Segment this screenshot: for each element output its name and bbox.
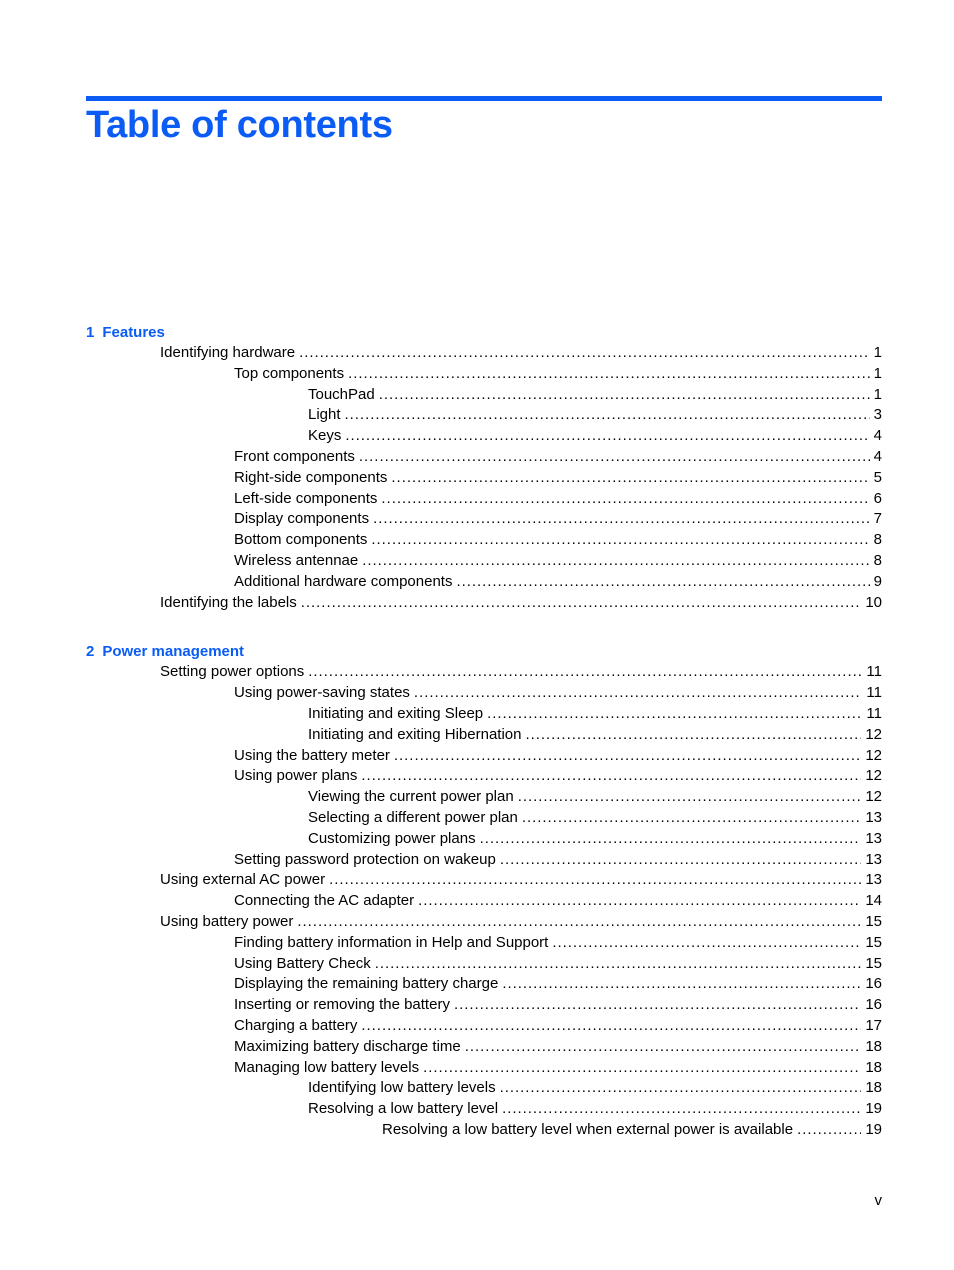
toc-entry-page: 4: [873, 447, 882, 465]
toc-entry-page: 18: [865, 1058, 882, 1076]
toc-entry[interactable]: [86, 829, 882, 850]
dot-leader: [371, 530, 869, 551]
toc-entry[interactable]: [86, 787, 882, 808]
toc-entry-page: 6: [873, 489, 882, 507]
toc-entry[interactable]: [86, 1078, 882, 1099]
toc-entry[interactable]: [86, 704, 882, 725]
toc-entry-page: 15: [865, 912, 882, 930]
toc-entry-title: Using power plans: [234, 767, 358, 785]
toc-entry[interactable]: [86, 426, 882, 447]
toc-entry-title: Using battery power: [160, 912, 294, 930]
toc-entry-title: Display components: [234, 510, 370, 528]
toc-entry-page: 8: [873, 551, 882, 569]
toc-entry-title: Resolving a low battery level when external power is available: [382, 1120, 794, 1138]
chapter-gap: [86, 613, 882, 641]
toc-entry-page: 3: [873, 406, 882, 424]
chapter-heading[interactable]: [86, 641, 882, 662]
dot-leader: [345, 426, 869, 447]
toc-entry-page: 13: [865, 850, 882, 868]
dot-leader: [423, 1058, 861, 1079]
toc-entry[interactable]: [86, 995, 882, 1016]
toc-entry-page: 11: [866, 704, 882, 722]
toc-entry[interactable]: [86, 1016, 882, 1037]
dot-leader: [329, 870, 861, 891]
toc-entry[interactable]: [86, 1099, 882, 1120]
toc-entry-page: 13: [865, 808, 882, 826]
dot-leader: [454, 995, 861, 1016]
toc-entry-title: Maximizing battery discharge time: [234, 1037, 461, 1055]
toc-entry-title: Top components: [234, 364, 345, 382]
toc-entry[interactable]: [86, 766, 882, 787]
dot-leader: [525, 725, 861, 746]
toc-entry[interactable]: [86, 489, 882, 510]
toc-entry-page: 5: [873, 468, 882, 486]
toc-entry-title: Customizing power plans: [308, 829, 476, 847]
toc-entry-title: Initiating and exiting Sleep: [308, 704, 484, 722]
dot-leader: [391, 468, 869, 489]
toc-entry-page: 1: [873, 385, 882, 403]
toc-entry-page: 1: [873, 364, 882, 382]
toc-entry-page: 15: [865, 954, 882, 972]
chapter-number: 1: [86, 324, 95, 341]
dot-leader: [379, 385, 870, 406]
toc-entry[interactable]: [86, 593, 882, 614]
toc-entry[interactable]: [86, 509, 882, 530]
toc-entry[interactable]: [86, 572, 882, 593]
dot-leader: [797, 1120, 861, 1141]
toc-entry[interactable]: [86, 364, 882, 385]
toc-entry[interactable]: [86, 746, 882, 767]
table-of-contents: [86, 322, 882, 1141]
dot-leader: [465, 1037, 862, 1058]
toc-entry-title: Viewing the current power plan: [308, 788, 514, 806]
toc-entry[interactable]: [86, 385, 882, 406]
toc-entry[interactable]: [86, 974, 882, 995]
toc-entry-page: 14: [865, 892, 882, 910]
toc-entry[interactable]: [86, 1058, 882, 1079]
toc-entry-page: 12: [865, 788, 882, 806]
dot-leader: [418, 891, 861, 912]
toc-entry-title: Using the battery meter: [234, 746, 390, 764]
dot-leader: [373, 509, 870, 530]
toc-entry[interactable]: [86, 662, 882, 683]
toc-entry[interactable]: [86, 1037, 882, 1058]
toc-entry-page: 11: [866, 684, 882, 702]
dot-leader: [375, 954, 862, 975]
toc-entry-title: Using external AC power: [160, 871, 326, 889]
toc-entry-page: 9: [873, 572, 882, 590]
toc-entry-title: Light: [308, 406, 341, 424]
toc-entry-title: Right-side components: [234, 468, 388, 486]
chapter-heading[interactable]: [86, 322, 882, 343]
dot-leader: [361, 1016, 861, 1037]
toc-entry-title: Resolving a low battery level: [308, 1100, 499, 1118]
toc-entry[interactable]: [86, 551, 882, 572]
dot-leader: [361, 766, 861, 787]
toc-entry-title: Wireless antennae: [234, 551, 359, 569]
dot-leader: [487, 704, 862, 725]
dot-leader: [522, 808, 861, 829]
toc-entry-title: Identifying the labels: [160, 593, 297, 611]
toc-entry-title: Managing low battery levels: [234, 1058, 420, 1076]
toc-entry-title: Left-side components: [234, 489, 378, 507]
toc-entry[interactable]: [86, 468, 882, 489]
dot-leader: [308, 662, 862, 683]
toc-entry-title: Displaying the remaining battery charge: [234, 975, 499, 993]
dot-leader: [552, 933, 861, 954]
toc-entry-page: 19: [865, 1100, 882, 1118]
toc-entry-page: 1: [873, 344, 882, 361]
dot-leader: [359, 447, 870, 468]
toc-entry[interactable]: [86, 933, 882, 954]
toc-entry-page: 19: [865, 1120, 882, 1138]
toc-entry[interactable]: [86, 343, 882, 364]
toc-entry-page: 15: [865, 933, 882, 951]
dot-leader: [362, 551, 869, 572]
dot-leader: [301, 593, 862, 614]
toc-entry-title: Inserting or removing the battery: [234, 996, 450, 1014]
toc-entry-page: 12: [865, 746, 882, 764]
toc-entry-title: Keys: [308, 427, 342, 445]
toc-entry-page: 16: [865, 996, 882, 1014]
toc-entry-page: 10: [865, 593, 882, 611]
toc-entry[interactable]: [86, 912, 882, 933]
toc-entry-page: 17: [865, 1016, 882, 1034]
toc-entry-page: 13: [865, 829, 882, 847]
toc-entry-title: Setting password protection on wakeup: [234, 850, 496, 868]
toc-entry-title: Setting power options: [160, 663, 305, 681]
toc-entry-title: Finding battery information in Help and Support: [234, 933, 549, 951]
dot-leader: [299, 343, 870, 364]
chapter-title: Power management: [102, 643, 245, 661]
toc-entry[interactable]: [86, 891, 882, 912]
toc-entry-title: Additional hardware components: [234, 572, 453, 590]
toc-entry[interactable]: [86, 683, 882, 704]
toc-entry-title: Identifying low battery levels: [308, 1079, 496, 1097]
toc-entry[interactable]: [86, 850, 882, 871]
toc-entry-page: 7: [873, 510, 882, 528]
toc-entry[interactable]: [86, 954, 882, 975]
dot-leader: [381, 489, 869, 510]
toc-entry-page: 18: [865, 1037, 882, 1055]
toc-entry-page: 12: [865, 767, 882, 785]
toc-entry[interactable]: [86, 447, 882, 468]
dot-leader: [502, 1099, 861, 1120]
toc-entry-title: Charging a battery: [234, 1016, 358, 1034]
toc-entry-page: 16: [865, 975, 882, 993]
dot-leader: [480, 829, 862, 850]
toc-entry[interactable]: [86, 1120, 882, 1141]
dot-leader: [394, 746, 861, 767]
toc-entry-page: 4: [873, 427, 882, 445]
toc-entry-title: Initiating and exiting Hibernation: [308, 725, 522, 743]
toc-entry-title: Using power-saving states: [234, 684, 410, 702]
dot-leader: [518, 787, 862, 808]
toc-entry-title: Connecting the AC adapter: [234, 892, 415, 910]
dot-leader: [502, 974, 861, 995]
toc-entry-title: Using Battery Check: [234, 954, 371, 972]
dot-leader: [500, 850, 861, 871]
toc-entry-page: 18: [865, 1079, 882, 1097]
dot-leader: [297, 912, 861, 933]
toc-entry-title: TouchPad: [308, 385, 375, 403]
toc-entry[interactable]: [86, 405, 882, 426]
dot-leader: [348, 364, 870, 385]
toc-entry-page: 12: [865, 725, 882, 743]
toc-entry-page: 11: [866, 663, 882, 681]
toc-entry[interactable]: [86, 870, 882, 891]
dot-leader: [500, 1078, 862, 1099]
toc-entry-page: 13: [865, 871, 882, 889]
page-number: v: [874, 1192, 882, 1209]
toc-entry-title: Identifying hardware: [160, 344, 296, 361]
toc-entry[interactable]: [86, 725, 882, 746]
dot-leader: [456, 572, 869, 593]
dot-leader: [414, 683, 863, 704]
page-title: Table of contents: [86, 104, 393, 146]
toc-entry[interactable]: [86, 530, 882, 551]
chapter-number: 2: [86, 643, 95, 661]
chapter-title: Features: [102, 324, 165, 341]
toc-entry-title: Front components: [234, 447, 355, 465]
toc-entry[interactable]: [86, 808, 882, 829]
toc-entry-title: Bottom components: [234, 531, 368, 549]
dot-leader: [345, 405, 870, 426]
toc-entry-title: Selecting a different power plan: [308, 808, 518, 826]
toc-entry-page: 8: [873, 531, 882, 549]
